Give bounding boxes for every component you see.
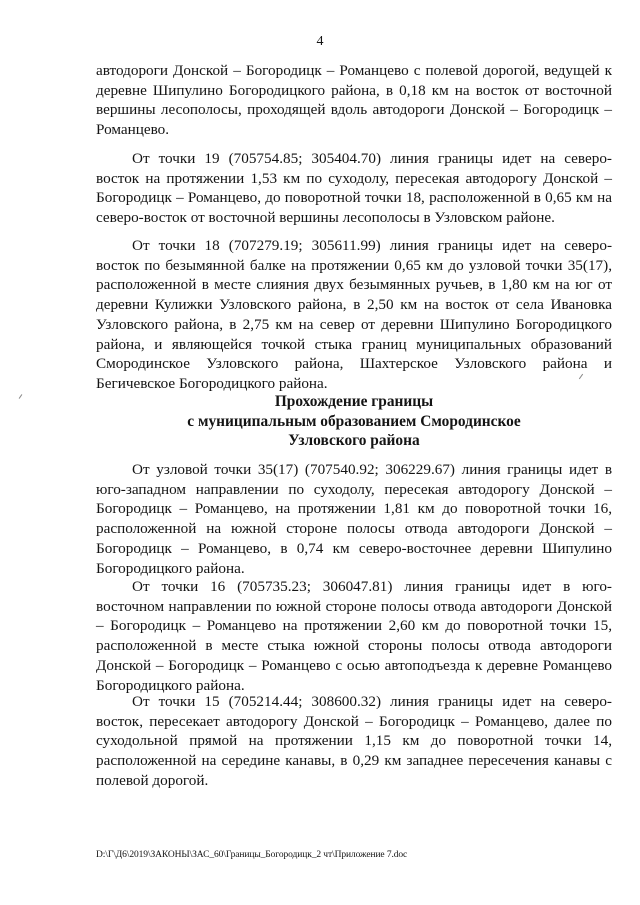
text-line: восточном направлении по южной стороне полосы отвода автодороги Донской [96, 597, 612, 615]
text-line: От точки 18 (707279.19; 305611.99) линия границы идет на северо- [132, 237, 612, 254]
text-line: суходольной прямой на протяжении 1,15 км до поворотной точки 14, [96, 732, 612, 750]
text-line: восток по безымянной балке на протяжении 0,65 км до узловой точки 35(17), [96, 256, 612, 274]
text-line: полевой дорогой. [96, 771, 209, 789]
paragraph-point-18 [96, 236, 612, 394]
text-line: Богородицк – Романцево, до поворотной точки 18, расположенной в 0,65 км на [96, 189, 612, 207]
text-line: Богородицк – Романцево, в 0,74 км северо-восточнее деревни Шипулино [96, 539, 612, 557]
text-line: Богородицк – Романцево, на протяжении 1,81 км до поворотной точки 16, [96, 500, 612, 518]
heading-line: с муниципальным образованием Смородинское [187, 412, 521, 430]
text-line: деревни Кулижки Узловского района, в 2,50 км на восток от села Ивановка [96, 296, 612, 314]
heading-line: Узловского района [288, 432, 420, 450]
section-heading [96, 392, 612, 451]
text-line: Донской – Богородицк – Романцево с осью автоподъезда к деревне Романцево [96, 656, 612, 674]
paragraph-continuation [96, 61, 612, 140]
paragraph-point-16 [96, 577, 612, 695]
heading-line: Прохождение границы [274, 393, 434, 410]
text-line: деревне Шипулино Богородицкого района, в 0,18 км на восток от восточной [96, 81, 612, 99]
text-line: Богородицкого района. [96, 676, 245, 694]
text-line: расположенной на середине канавы, в 0,29 км западнее пересечения канавы с [96, 752, 612, 770]
text-line: северо-восток от восточной вершины лесополосы в Узловском районе. [96, 209, 555, 227]
paragraph-point-35-17 [96, 460, 612, 578]
text-line: юго-западном направлении по суходолу, пересекая автодорогу Донской – [96, 480, 612, 498]
text-line: От узловой точки 35(17) (707540.92; 306229.67) линия границы идет в [132, 461, 612, 478]
text-line: расположенной в месте слияния двух безымянных ручьев, в 1,80 км на юг от [96, 276, 612, 294]
text-line: восток на протяжении 1,53 км по суходолу, пересекая автодорогу Донской – [96, 169, 612, 187]
text-line: От точки 19 (705754.85; 305404.70) линия границы идет на северо- [132, 150, 612, 167]
text-line: автодороги Донской – Богородицк – Романцево с полевой дорогой, ведущей к [96, 62, 612, 79]
text-line: вершины лесополосы, проходящей вдоль автодороги Донской – Богородицк – [96, 101, 612, 119]
text-line: От точки 15 (705214.44; 308600.32) линия границы идет на северо- [132, 693, 612, 710]
paragraph-point-19 [96, 149, 612, 228]
paragraph-point-15 [96, 692, 612, 791]
text-line: Богородицкого района. [96, 559, 245, 577]
text-line: восток, пересекает автодорогу Донской – Богородицк – Романцево, далее по [96, 712, 612, 730]
footer-file-path: D:\Г\Д6\2019\ЗАКОНЫ\ЗАС_60\Границы_Богородицк_2 чт\Приложение 7.doc [96, 850, 408, 860]
text-line: Бегичевское Богородицкого района. [96, 374, 328, 392]
page-number: 4 [316, 34, 324, 49]
text-line: Романцево. [96, 121, 170, 139]
scan-artifact [19, 394, 23, 399]
text-line: расположенной на южной стороне полосы отвода автодороги Донской – [96, 520, 612, 538]
text-line: – Богородицк – Романцево на протяжении 2,60 км до поворотной точки 15, [96, 617, 612, 635]
text-line: района, и являющейся точкой стыка границ муниципальных образований [96, 335, 612, 353]
text-line: расположенной в месте стыка южной стороны полосы отвода автодороги [96, 637, 612, 655]
text-line: От точки 16 (705735.23; 306047.81) линия границы идет в юго- [132, 578, 612, 595]
text-line: Узловского района, в 2,75 км на север от деревни Шипулино Богородицкого [96, 315, 612, 333]
text-line: Смородинское Узловского района, Шахтерское Узловского района и [96, 355, 612, 373]
